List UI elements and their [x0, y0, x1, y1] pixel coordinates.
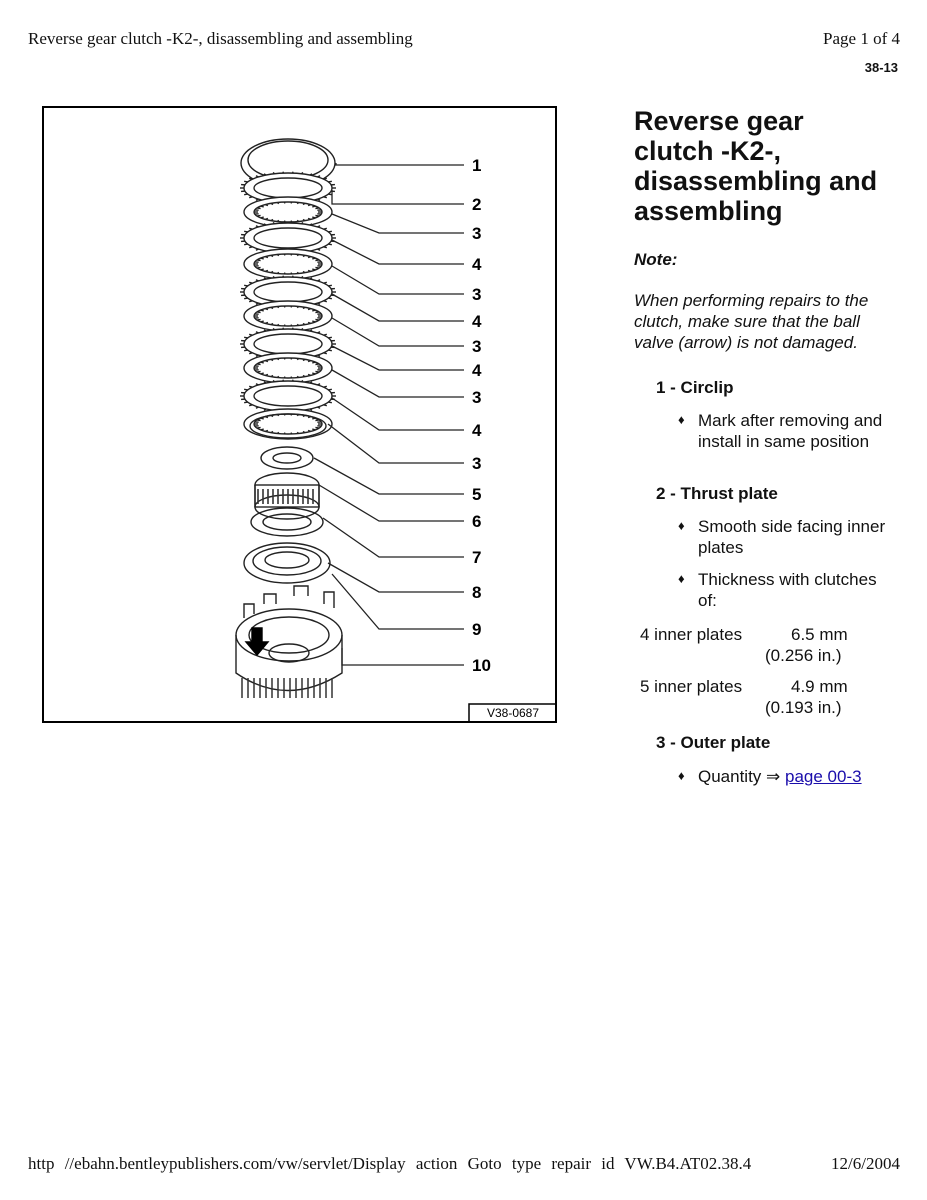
item-1-title: 1 - Circlip	[656, 378, 734, 397]
heading-line: Reverse gear	[634, 106, 804, 136]
callout-number: 4	[472, 421, 482, 440]
item-2-bullet: Thickness with clutches of:	[698, 570, 877, 610]
note-label: Note:	[634, 250, 678, 269]
callout-number: 7	[472, 548, 482, 567]
callout-number: 8	[472, 583, 482, 602]
section-number: 38-13	[864, 60, 898, 75]
table-row-mm: 4.9 mm	[791, 677, 848, 696]
callout-number: 3	[472, 337, 482, 356]
callout-number: 6	[472, 512, 482, 531]
callout-number: 4	[472, 255, 482, 274]
item-3-title: 3 - Outer plate	[656, 733, 771, 752]
bullet-icon: ♦	[678, 768, 685, 783]
table-row-inch: (0.256 in.)	[765, 646, 842, 665]
quantity-text: Quantity ⇒	[698, 767, 786, 786]
callout-number: 3	[472, 388, 482, 407]
callout-number: 3	[472, 224, 482, 243]
callout-number: 2	[472, 195, 482, 214]
item-2-title: 2 - Thrust plate	[656, 484, 778, 503]
spring-ring-drawing	[251, 508, 323, 536]
heading-line: clutch -K2-,	[634, 136, 782, 166]
footer-date: 12/6/2004	[831, 1154, 900, 1173]
callout-number: 9	[472, 620, 482, 639]
piston-drawing	[244, 543, 330, 583]
table-row-label: 5 inner plates	[640, 677, 743, 696]
page-00-3-link[interactable]: page 00-3	[785, 767, 862, 786]
figure-id-label: V38-0687	[486, 706, 540, 720]
exploded-view-figure	[42, 106, 557, 723]
callout-number: 5	[472, 485, 482, 504]
callout-number: 1	[472, 156, 482, 175]
item-1-bullet: Mark after removing and install in same position	[698, 411, 883, 451]
callout-number: 4	[472, 361, 482, 380]
item-3-bullet	[698, 766, 898, 787]
page-heading	[634, 106, 904, 226]
clutch-plate-drawing	[244, 301, 332, 331]
bullet-icon: ♦	[678, 518, 685, 533]
table-row-mm: 6.5 mm	[791, 625, 848, 644]
thrust-washer-drawing	[261, 447, 313, 469]
heading-line: disassembling and	[634, 166, 878, 196]
callout-number: 10	[472, 656, 491, 675]
callout-number: 3	[472, 285, 482, 304]
table-row-label: 4 inner plates	[640, 625, 743, 644]
clutch-plate-drawing	[240, 380, 336, 413]
document-title: Reverse gear clutch -K2-, disassembling and assembling	[28, 29, 413, 48]
callout-number: 4	[472, 312, 482, 331]
table-row-inch: (0.193 in.)	[765, 698, 842, 717]
footer-url: http //ebahn.bentleypublishers.com/vw/servlet/Display action Goto type repair id VW.B4.AT02.38.4	[28, 1154, 752, 1173]
exploded-view-drawing	[44, 108, 555, 721]
clutch-plate-drawing	[244, 353, 332, 383]
heading-line: assembling	[634, 196, 783, 226]
clutch-plate-drawing	[244, 249, 332, 279]
bullet-icon: ♦	[678, 412, 685, 427]
bullet-icon: ♦	[678, 571, 685, 586]
callout-number: 3	[472, 454, 482, 473]
note-text: When performing repairs to the clutch, make sure that the ball valve (arrow) is not damaged.	[634, 291, 869, 352]
item-2-bullet: Smooth side facing inner plates	[698, 517, 886, 557]
page-indicator: Page 1 of 4	[823, 29, 900, 48]
